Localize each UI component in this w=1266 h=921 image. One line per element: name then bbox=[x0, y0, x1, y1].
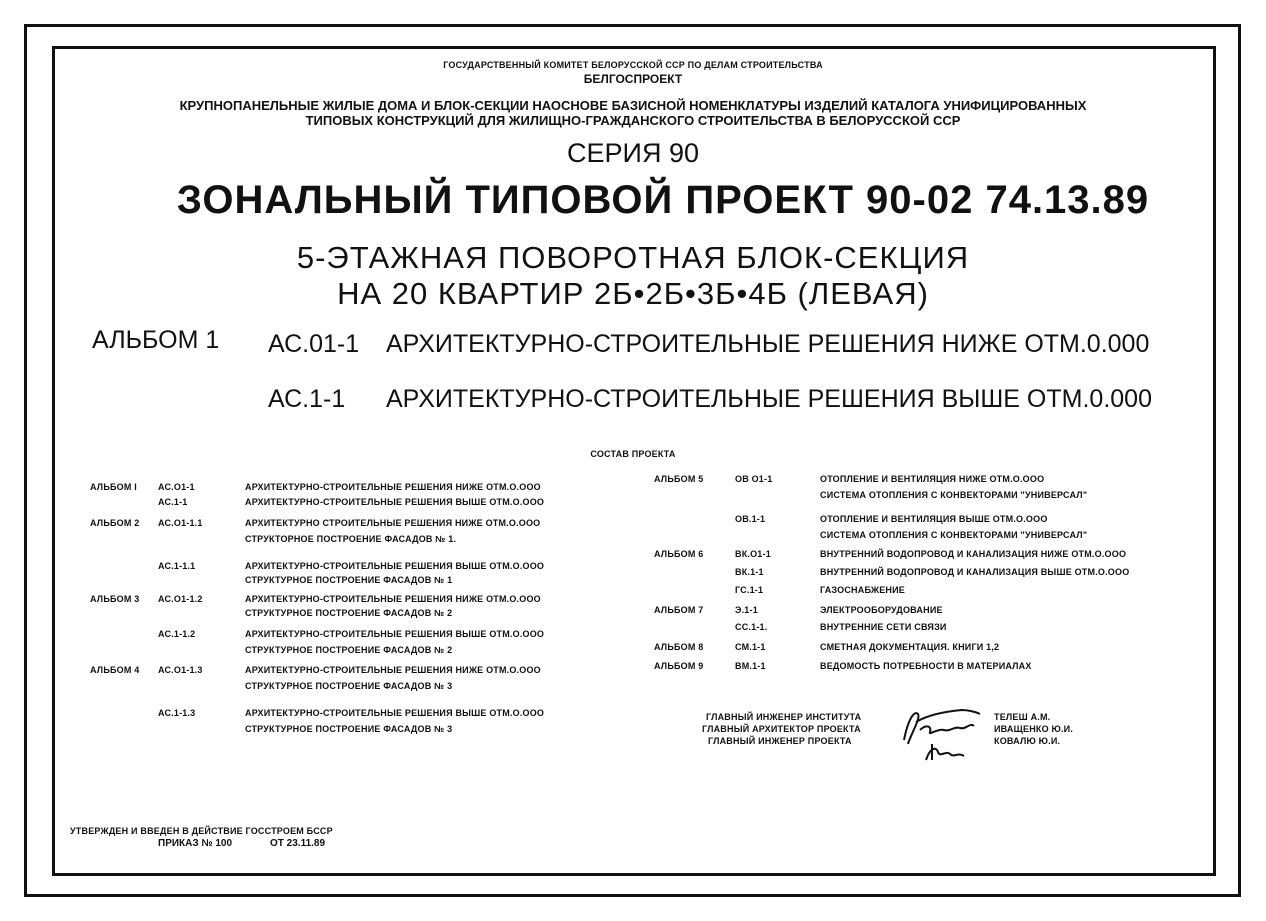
composition-right-text: ЭЛЕКТРООБОРУДОВАНИЕ bbox=[820, 605, 943, 615]
composition-left-album: АЛЬБОМ I bbox=[90, 482, 137, 492]
composition-right-text: ОТОПЛЕНИЕ И ВЕНТИЛЯЦИЯ НИЖЕ ОТМ.О.ООО bbox=[820, 474, 1045, 484]
composition-left-text: АРХИТЕКТУРНО-СТРОИТЕЛЬНЫЕ РЕШЕНИЯ ВЫШЕ ОТМ.О.ООО bbox=[245, 497, 545, 507]
composition-right-code: СС.1-1. bbox=[735, 622, 768, 632]
composition-right-text: ВНУТРЕННИЙ ВОДОПРОВОД И КАНАЛИЗАЦИЯ ВЫШЕ ОТМ.О.ООО bbox=[820, 567, 1130, 577]
composition-right-code: ВК.1-1 bbox=[735, 567, 764, 577]
inner-frame bbox=[52, 46, 1216, 876]
composition-left-text: СТРУКТУРНОЕ ПОСТРОЕНИЕ ФАСАДОВ № 3 bbox=[245, 681, 453, 691]
composition-right-album: АЛЬБОМ 8 bbox=[654, 642, 704, 652]
composition-left-code: АС.О1-1 bbox=[158, 482, 195, 492]
composition-left-text: СТРУКТУРНОЕ ПОСТРОЕНИЕ ФАСАДОВ № 3 bbox=[245, 724, 453, 734]
composition-right-text: СМЕТНАЯ ДОКУМЕНТАЦИЯ. КНИГИ 1,2 bbox=[820, 642, 1000, 652]
composition-left-text: АРХИТЕКТУРНО-СТРОИТЕЛЬНЫЕ РЕШЕНИЯ НИЖЕ ОТМ.О.ООО bbox=[245, 594, 541, 604]
signature-role-1: ГЛАВНЫЙ ИНЖЕНЕР ИНСТИТУТА bbox=[706, 712, 862, 722]
section-title-line-2: НА 20 КВАРТИР 2Б•2Б•3Б•4Б (ЛЕВАЯ) bbox=[337, 276, 929, 311]
committee-line: ГОСУДАРСТВЕННЫЙ КОМИТЕТ БЕЛОРУССКОЙ ССР ПО ДЕЛАМ СТРОИТЕЛЬСТВА bbox=[443, 60, 823, 70]
handwritten-signatures bbox=[896, 700, 990, 774]
album-item-code-2: АС.1-1 bbox=[268, 385, 346, 413]
composition-right-text: ВНУТРЕННИЙ ВОДОПРОВОД И КАНАЛИЗАЦИЯ НИЖЕ ОТМ.О.ООО bbox=[820, 549, 1127, 559]
composition-left-text: АРХИТЕКТУРНО СТРОИТЕЛЬНЫЕ РЕШЕНИЯ НИЖЕ ОТМ.О.ООО bbox=[245, 518, 541, 528]
section-title-line-1: 5-ЭТАЖНАЯ ПОВОРОТНАЯ БЛОК-СЕКЦИЯ bbox=[296, 240, 970, 275]
composition-right-code: Э.1-1 bbox=[735, 605, 758, 615]
composition-right-code: СМ.1-1 bbox=[735, 642, 766, 652]
composition-left-code: АС.О1-1.2 bbox=[158, 594, 203, 604]
composition-left-text: СТРУКТУРНОЕ ПОСТРОЕНИЕ ФАСАДОВ № 2 bbox=[245, 645, 453, 655]
album-item-title-2: АРХИТЕКТУРНО-СТРОИТЕЛЬНЫЕ РЕШЕНИЯ ВЫШЕ ОТМ.0.000 bbox=[386, 385, 1152, 413]
album-label: АЛЬБОМ 1 bbox=[92, 326, 220, 354]
composition-right-text: ОТОПЛЕНИЕ И ВЕНТИЛЯЦИЯ ВЫШЕ ОТМ.О.ООО bbox=[820, 514, 1048, 524]
subject-line-2: ТИПОВЫХ КОНСТРУКЦИЙ ДЛЯ ЖИЛИЩНО-ГРАЖДАНСКОГО СТРОИТЕЛЬСТВА В БЕЛОРУССКОЙ ССР bbox=[305, 113, 961, 128]
composition-right-code: ВК.О1-1 bbox=[735, 549, 771, 559]
composition-right-text: СИСТЕМА ОТОПЛЕНИЯ С КОНВЕКТОРАМИ "УНИВЕРСАЛ" bbox=[820, 530, 1088, 540]
composition-right-album: АЛЬБОМ 7 bbox=[654, 605, 704, 615]
composition-heading: СОСТАВ ПРОЕКТА bbox=[590, 449, 676, 459]
album-item-title-1: АРХИТЕКТУРНО-СТРОИТЕЛЬНЫЕ РЕШЕНИЯ НИЖЕ ОТМ.0.000 bbox=[386, 330, 1150, 358]
subject-line-1: КРУПНОПАНЕЛЬНЫЕ ЖИЛЫЕ ДОМА И БЛОК-СЕКЦИИ НАОСНОВЕ БАЗИСНОЙ НОМЕНКЛАТУРЫ ИЗДЕЛИЙ КАТАЛОГА УНИФИЦИРОВАННЫХ bbox=[179, 98, 1087, 113]
composition-left-album: АЛЬБОМ 4 bbox=[90, 665, 140, 675]
signature-name-2: ИВАЩЕНКО Ю.И. bbox=[994, 724, 1074, 734]
composition-right-album: АЛЬБОМ 6 bbox=[654, 549, 704, 559]
composition-left-text: АРХИТЕКТУРНО-СТРОИТЕЛЬНЫЕ РЕШЕНИЯ ВЫШЕ ОТМ.О.ООО bbox=[245, 708, 545, 718]
composition-left-album: АЛЬБОМ 2 bbox=[90, 518, 140, 528]
composition-right-album: АЛЬБОМ 9 bbox=[654, 661, 704, 671]
series-label: СЕРИЯ 90 bbox=[567, 138, 699, 168]
composition-right-code: ОВ.1-1 bbox=[735, 514, 766, 524]
composition-left-text: АРХИТЕКТУРНО-СТРОИТЕЛЬНЫЕ РЕШЕНИЯ НИЖЕ ОТМ.О.ООО bbox=[245, 665, 541, 675]
composition-left-text: СТРУКТОРНОЕ ПОСТРОЕНИЕ ФАСАДОВ № 1. bbox=[245, 534, 457, 544]
composition-right-code: ВМ.1-1 bbox=[735, 661, 766, 671]
composition-left-code: АС.О1-1.1 bbox=[158, 518, 203, 528]
composition-right-code: ОВ О1-1 bbox=[735, 474, 773, 484]
composition-right-text: ГАЗОСНАБЖЕНИЕ bbox=[820, 585, 906, 595]
composition-left-code: АС.1-1 bbox=[158, 497, 188, 507]
signature-role-3: ГЛАВНЫЙ ИНЖЕНЕР ПРОЕКТА bbox=[708, 736, 852, 746]
composition-right-text: ВЕДОМОСТЬ ПОТРЕБНОСТИ В МАТЕРИАЛАХ bbox=[820, 661, 1032, 671]
composition-right-code: ГС.1-1 bbox=[735, 585, 764, 595]
approval-order: ПРИКАЗ № 100 bbox=[158, 838, 233, 849]
composition-left-text: СТРУКТУРНОЕ ПОСТРОЕНИЕ ФАСАДОВ № 2 bbox=[245, 608, 453, 618]
composition-right-text: СИСТЕМА ОТОПЛЕНИЯ С КОНВЕКТОРАМИ "УНИВЕРСАЛ" bbox=[820, 490, 1088, 500]
composition-left-album: АЛЬБОМ 3 bbox=[90, 594, 140, 604]
project-title: ЗОНАЛЬНЫЙ ТИПОВОЙ ПРОЕКТ 90-02 74.13.89 bbox=[176, 178, 1150, 222]
composition-right-text: ВНУТРЕННИЕ СЕТИ СВЯЗИ bbox=[820, 622, 947, 632]
composition-left-code: АС.О1-1.3 bbox=[158, 665, 203, 675]
composition-left-text: АРХИТЕКТУРНО-СТРОИТЕЛЬНЫЕ РЕШЕНИЯ ВЫШЕ ОТМ.О.ООО bbox=[245, 629, 545, 639]
album-item-code-1: АС.01-1 bbox=[268, 330, 360, 358]
composition-left-code: АС.1-1.2 bbox=[158, 629, 196, 639]
signature-name-1: ТЕЛЕШ А.М. bbox=[994, 712, 1051, 722]
composition-right-album: АЛЬБОМ 5 bbox=[654, 474, 704, 484]
signature-role-2: ГЛАВНЫЙ АРХИТЕКТОР ПРОЕКТА bbox=[702, 724, 861, 734]
approval-line: УТВЕРЖДЕН И ВВЕДЕН В ДЕЙСТВИЕ ГОССТРОЕМ БССР bbox=[70, 826, 333, 836]
composition-left-text: АРХИТЕКТУРНО-СТРОИТЕЛЬНЫЕ РЕШЕНИЯ НИЖЕ ОТМ.О.ООО bbox=[245, 482, 541, 492]
composition-left-code: АС.1-1.1 bbox=[158, 561, 196, 571]
composition-left-code: АС.1-1.3 bbox=[158, 708, 196, 718]
signature-name-3: КОВАЛЮ Ю.И. bbox=[994, 736, 1061, 746]
composition-left-text: АРХИТЕКТУРНО-СТРОИТЕЛЬНЫЕ РЕШЕНИЯ ВЫШЕ ОТМ.О.ООО bbox=[245, 561, 545, 571]
org-name: БЕЛГОСПРОЕКТ bbox=[583, 72, 683, 86]
approval-date: ОТ 23.11.89 bbox=[270, 838, 326, 849]
composition-left-text: СТРУКТУРНОЕ ПОСТРОЕНИЕ ФАСАДОВ № 1 bbox=[245, 575, 453, 585]
